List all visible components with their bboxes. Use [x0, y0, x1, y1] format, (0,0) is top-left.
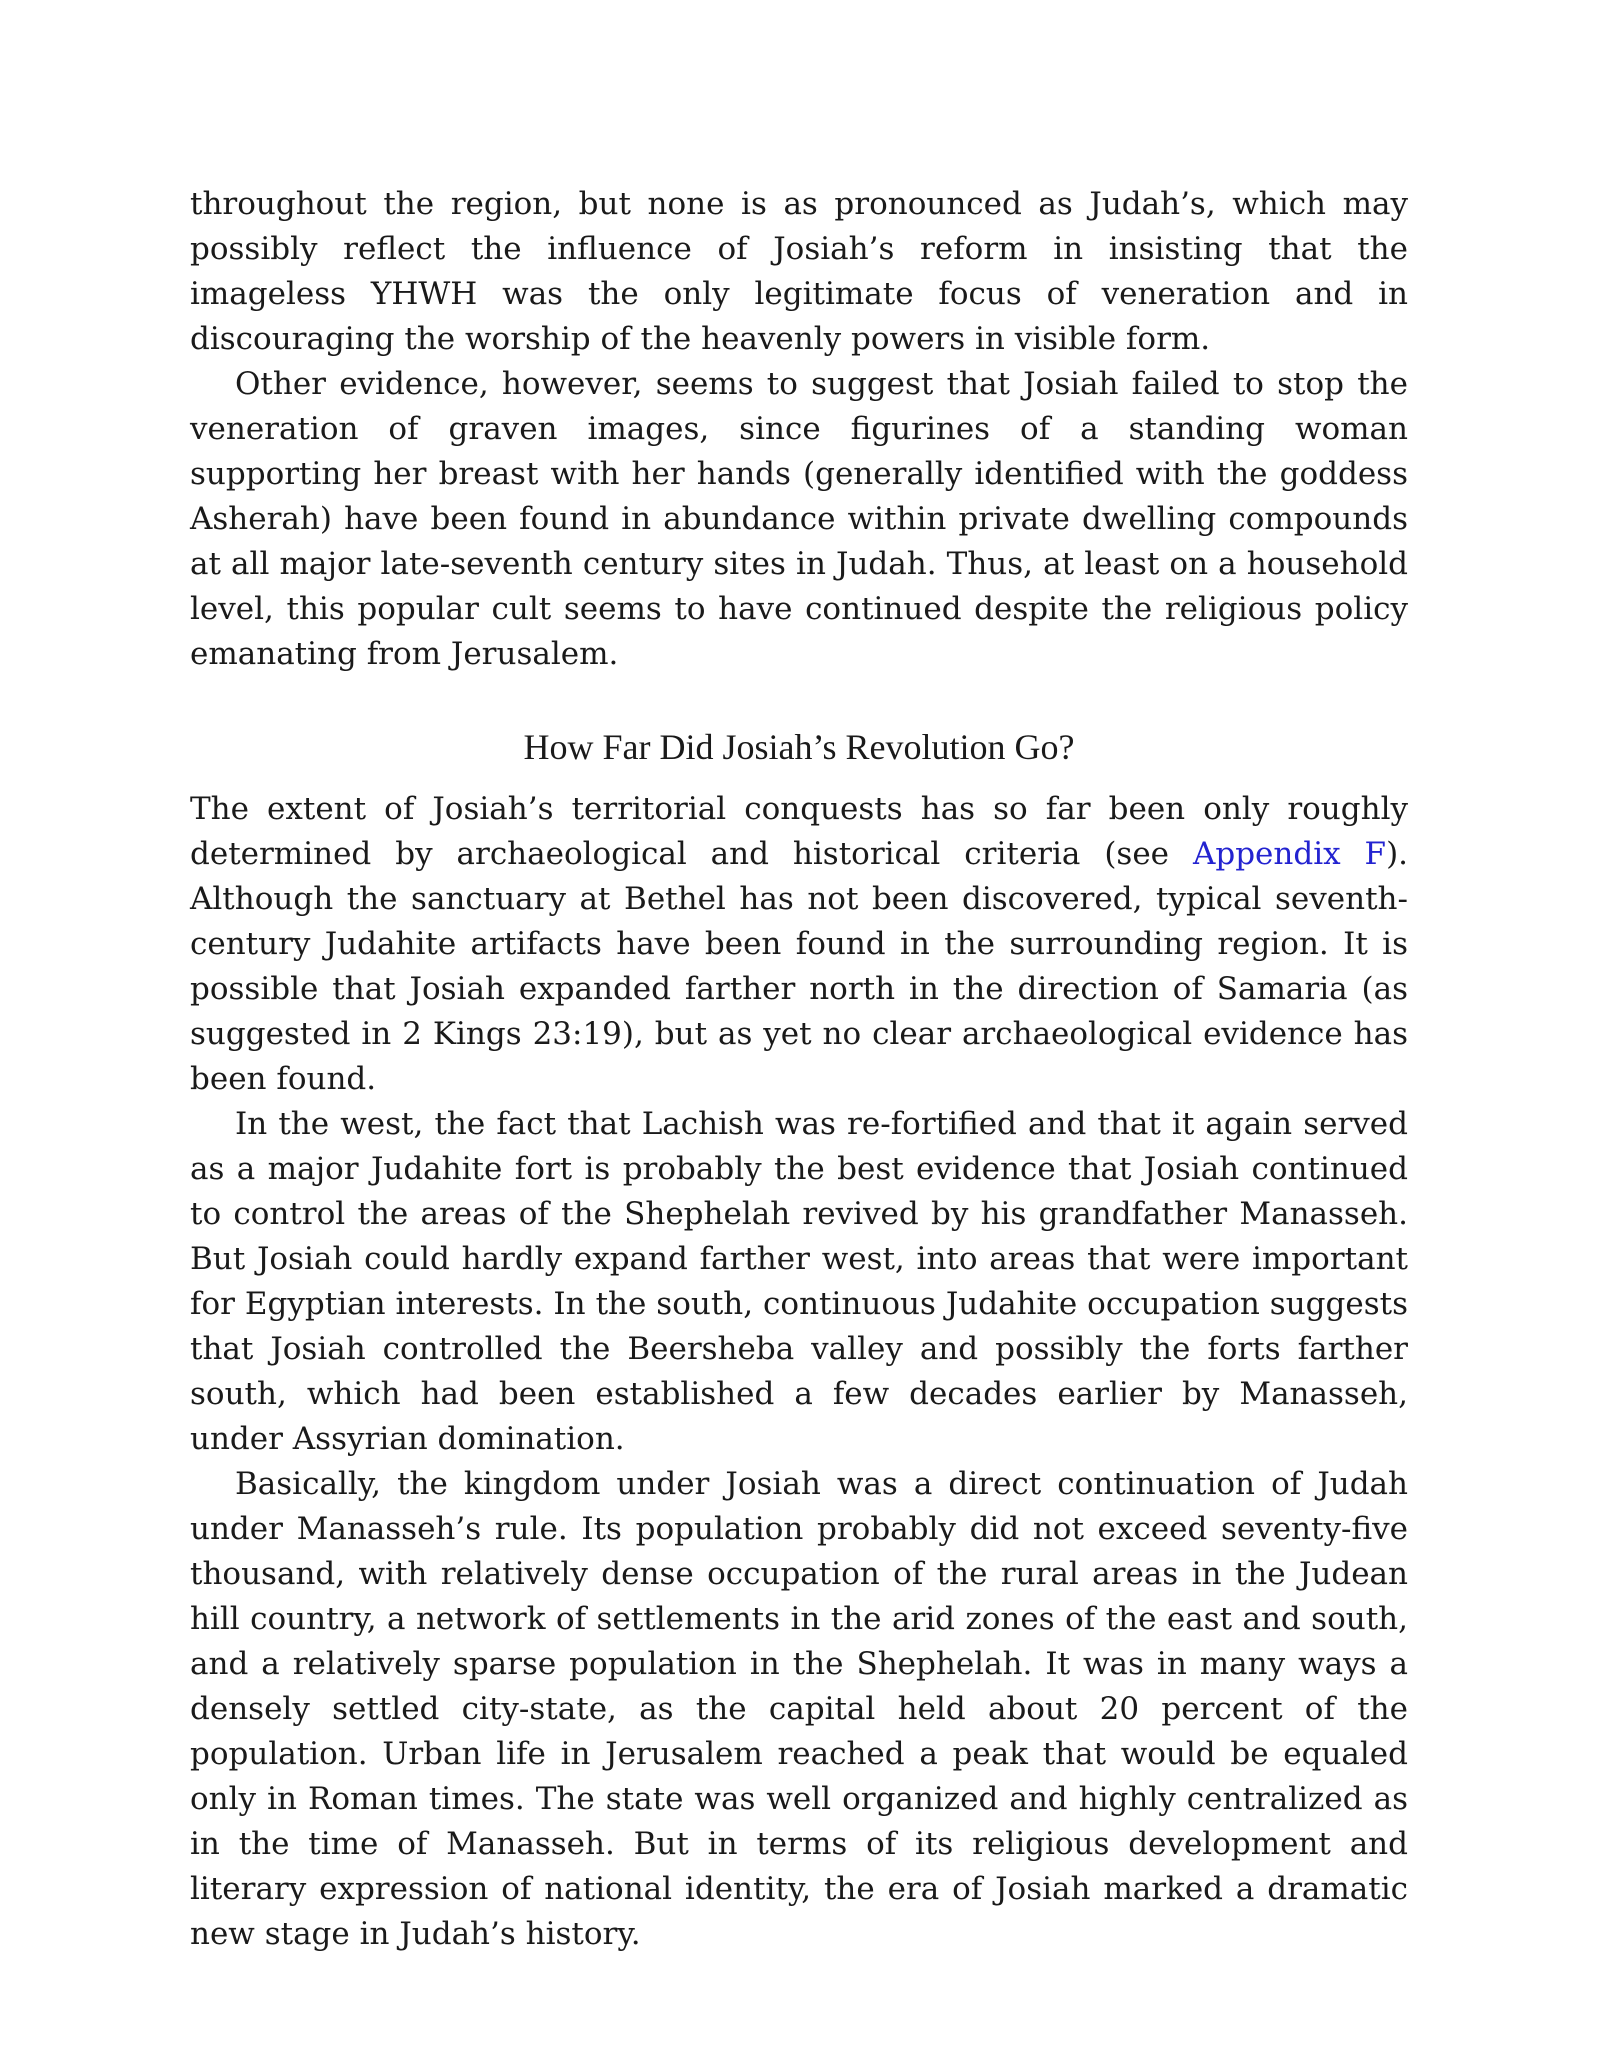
paragraph-text-after-link: ). Although the sanctuary at Bethel has not been discovered, typical seventh-century Judahite artifacts have been found in the surrounding region. It is possible that Josiah expanded farther north in the direction of Samaria (as suggested in 2 Kings 23:19), but as yet no clear archaeological evidence has been found. — [190, 836, 1409, 1097]
book-page — [190, 182, 1408, 1957]
paragraph-graven-images: Other evidence, however, seems to suggest that Josiah failed to stop the veneration of graven images, since figurines of a standing woman supporting her breast with her hands (generally identified with the goddess Asherah) have been found in abundance within private dwelling compounds at all major late-seventh century sites in Judah. Thus, at least on a household level, this popular cult seems to have continued despite the religious policy emanating from Jerusalem. — [190, 366, 1408, 672]
appendix-f-link[interactable]: Appendix F — [1192, 836, 1387, 872]
paragraph-continued: throughout the region, but none is as pronounced as Judah’s, which may possibly reflect the influence of Josiah’s reform in insisting that the imageless YHWH was the only legitimate focus of veneration and in discouraging the worship of the heavenly powers in visible form. — [190, 186, 1408, 357]
paragraph-text-before-link: The extent of Josiah’s territorial conquests has so far been only roughly determined by archaeological and historical criteria (see — [190, 791, 1408, 872]
section-heading: How Far Did Josiah’s Revolution Go? — [523, 727, 1075, 767]
paragraph-territorial-conquests — [190, 787, 1408, 1102]
paragraph-west-and-south: In the west, the fact that Lachish was re-fortified and that it again served as a major Judahite fort is probably the best evidence that Josiah continued to control the areas of the Shephelah revived by his grandfather Manasseh. But Josiah could hardly expand farther west, into areas that were important for Egyptian interests. In the south, continuous Judahite occupation suggests that Josiah controlled the Beersheba valley and possibly the forts farther south, which had been established a few decades earlier by Manasseh, under Assyrian domination. — [190, 1106, 1408, 1457]
paragraph-kingdom-summary: Basically, the kingdom under Josiah was a direct continuation of Judah under Manasseh’s rule. Its population probably did not exceed seventy-five thousand, with relatively dense occupation of the rural areas in the Judean hill country, a network of settlements in the arid zones of the east and south, and a relatively sparse population in the Shephelah. It was in many ways a densely settled city-state, as the capital held about 20 percent of the population. Urban life in Jerusalem reached a peak that would be equaled only in Roman times. The state was well organized and highly centralized as in the time of Manasseh. But in terms of its religious development and literary expression of national identity, the era of Josiah marked a dramatic new stage in Judah’s history. — [190, 1466, 1408, 1952]
